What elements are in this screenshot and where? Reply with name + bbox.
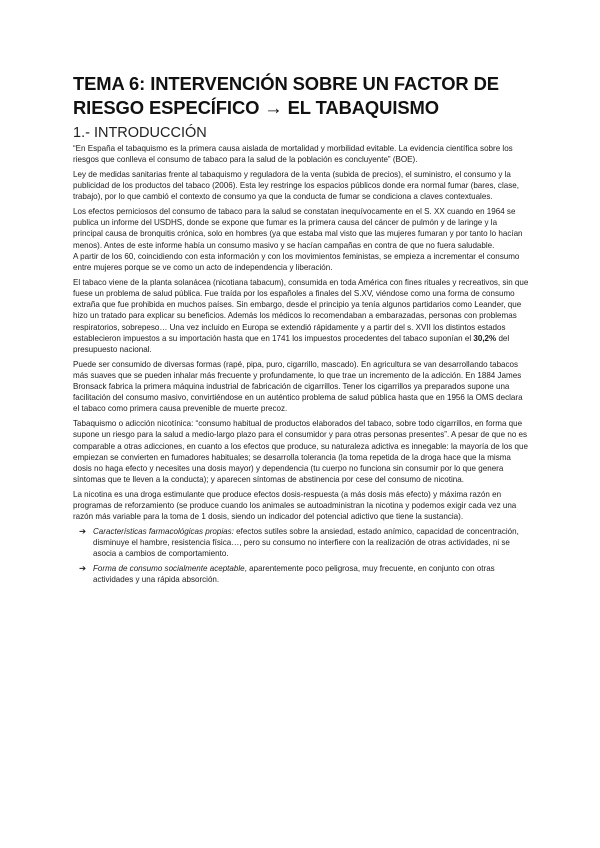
list-item	[73, 526, 529, 560]
arrow-icon: ➔	[79, 526, 87, 536]
arrow-icon: ➔	[79, 562, 87, 573]
paragraph-text: del presupuesto nacional.	[73, 333, 510, 354]
section-heading: 1.- INTRODUCCIÓN	[73, 125, 207, 141]
paragraph: “En España el tabaquismo es la primera causa aislada de mortalidad y morbilidad evitable. La evidencia científica sobre los riesgos que conlleva el consumo de tabaco para la salud de la población es concluyente” (BOE).	[73, 144, 513, 165]
bullet-lead: Forma de consumo socialmente aceptable	[93, 563, 245, 573]
bullet-list	[73, 526, 529, 585]
paragraph	[73, 277, 529, 355]
paragraph: Los efectos perniciosos del consumo de tabaco para la salud se constatan inequívocamente en el S. XX cuando en 1964 se publica un informe del USDHS, donde se expone que fumar es la primera causa del cáncer de pulmón y de laringe y la principal causa de bronquitis crónica, solo en hombres (ya que estaba mal visto que las mujeres fumaran y por tanto lo hacían menos). Antes de este informe había un consumo masivo y se hacían campañas en contra de que no fuera saludable.	[73, 207, 523, 250]
paragraph: A partir de los 60, coincidiendo con esta información y con los movimientos feministas, se empieza a incrementar el consumo entre mujeres porque se ve como un acto de independencia y liberación.	[73, 251, 520, 273]
document-body	[73, 143, 529, 588]
paragraph: Tabaquismo o adicción nicotínica: “consumo habitual de productos elaborados del tabaco, sobre todo cigarrillos, en forma que supone un riesgo para la salud a medio-largo plazo para el consumidor y para otras personas presentes”. A pesar de que no es comparable a otras adicciones, en cuanto a los efectos que produce, su naturaleza adictiva es innegable: la mayoría de los que empiezan se convierten en fumadores habituales; se desarrolla tolerancia (la toma repetida de la droga hace que la misma dosis no haga efecto y necesites una dosis mayor) y dependencia (tu cuerpo no funciona sin consumir por lo que genera síntomas que te lleven a la conducta); y aparecen síntomas de abstinencia por cese del consumo de nicotina.	[73, 419, 528, 485]
emphasis-text: 30,2%	[473, 333, 497, 343]
list-item	[73, 563, 529, 585]
paragraph: Ley de medidas sanitarias frente al tabaquismo y reguladora de la venta (subida de precios), el suministro, el consumo y la publicidad de los productos del tabaco (2006). Esta ley restringe los espacios públicos donde era normal fumar (bares, clase, trabajo), por lo que cambió el contexto de consumo ya que la conducta de fumar se condiciona a claves contextuales.	[73, 169, 519, 202]
bullet-text: , aparentemente poco peligrosa, muy frecuente, en conjunto con otras actividades y una rápida absorción.	[93, 563, 495, 584]
paragraph-text: El tabaco viene de la planta solanácea (nicotiana tabacum), consumida en toda América con fines rituales y recreativos, sin que fuese un problema de salud pública. Fue traída por los españoles a finales del S.XV, viéndose como una forma de consumo extraña que fue prohibida en muchos países. Sin embargo, desde el principio ya tenía algunos partidarios como Leander, que hizo un tratado para explicar su beneficios. Además los médicos lo recomendaban a embarazadas, personas con problemas respiratorios, sobrepeso… Una vez incluido en Europa se extendió rápidamente y a partir del s. XVII los distintos estados establecieron impuestos a su importación hasta que en 1741 los impuestos procedentes del tabaco suponían el	[73, 277, 529, 343]
page-title: TEMA 6: INTERVENCIÓN SOBRE UN FACTOR DE RIESGO ESPECÍFICO → EL TABAQUISMO	[73, 73, 499, 118]
paragraph: Puede ser consumido de diversas formas (rapé, pipa, puro, cigarrillo, mascado). En agricultura se van desarrollando tabacos más suaves que se pueden inhalar más frecuente y profundamente, lo que trae un incremento de la adicción. En 1884 James Bronsack fabrica la primera máquina industrial de fabricación de cigarrillos. Tener los cigarrillos ya preparados supone una facilitación del consumo masivo, convirtiéndose en un auténtico problema de salud pública hasta que en 1956 la OMS declara el tabaco como primera causa prevenible de muerte precoz.	[73, 359, 523, 414]
bullet-text: efectos sutiles sobre la ansiedad, estado anímico, capacidad de concentración, disminuye el hambre, resistencia física…, pero su consumo no interfiere con la realización de otras actividades, ni se asocia a cambios de comportamiento.	[93, 527, 519, 559]
paragraph: La nicotina es una droga estimulante que produce efectos dosis-respuesta (a más dosis más efecto) y máxima razón en programas de reforzamiento (se produce cuando los animales se autoadministran la nicotina y podemos exigir cada vez una razón más variable para la toma de 1 dosis, siendo un indicador del potencial adictivo que tiene la sustancia).	[73, 489, 517, 522]
bullet-lead: Características farmacológicas propias:	[93, 527, 234, 536]
